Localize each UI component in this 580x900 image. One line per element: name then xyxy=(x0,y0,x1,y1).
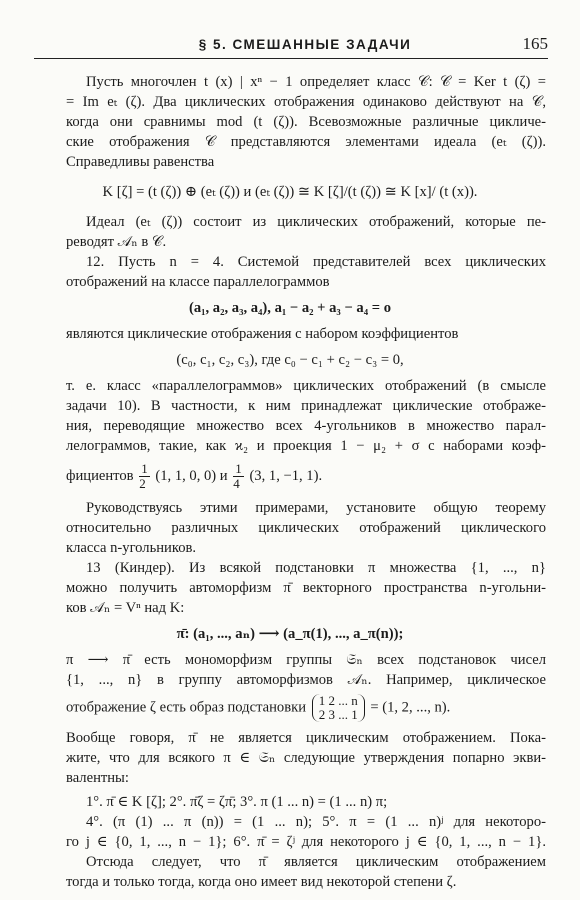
text-line: т. е. класс «параллелограммов» циклических отображений (в смысле xyxy=(66,378,546,394)
fraction-one-quarter xyxy=(233,462,244,491)
text-line: Руководствуясь этими примерами, установите общую теорему xyxy=(86,500,546,516)
running-header: § 5. СМЕШАННЫЕ ЗАДАЧИ xyxy=(198,37,412,52)
text-segment: (3, 1, −1, 1). xyxy=(249,467,323,484)
numerator: 1 xyxy=(235,461,242,476)
text-line: ков 𝒜ₙ = Vⁿ над K: xyxy=(66,600,185,616)
text-line: можно получить автоморфизм π̄ векторного пространства n-угольни- xyxy=(66,580,546,596)
denominator: 2 xyxy=(139,476,146,491)
display-formula: K [ζ] = (t (ζ)) ⊕ (eₜ (ζ)) и (eₜ (ζ)) ≅ K [ζ]/(t (ζ)) ≅ K [x]/ (t (x)). xyxy=(102,184,478,200)
denominator: 4 xyxy=(233,476,240,491)
matrix-row: 2 3 ... 1 xyxy=(318,707,358,722)
text-line: ские отображения 𝒞 представляются элементами идеала (eₜ (ζ)). xyxy=(66,134,546,150)
statement-line: го j ∈ {0, 1, ..., n − 1}; 6°. π̄ = ζʲ для некоторого j ∈ {0, 1, ..., n − 1}. xyxy=(66,834,546,850)
text-line: отображений на классе параллелограммов xyxy=(66,274,330,290)
fraction-one-half xyxy=(139,462,150,491)
problem-13-start: 13 (Киндер). Из всякой подстановки π множества {1, ..., n} xyxy=(86,560,546,576)
text-line: валентны: xyxy=(66,770,129,786)
text-line: относительно различных циклических отображений циклического xyxy=(66,520,546,536)
text-segment: = (1, 2, ..., n). xyxy=(370,699,451,716)
text-line: реводят 𝒜ₙ в 𝒞. xyxy=(66,234,167,250)
text-line: Отсюда следует, что π̄ является циклическим отображением xyxy=(86,854,546,870)
text-line: Идеал (eₜ (ζ)) состоит из циклических отображений, которые пе- xyxy=(86,214,546,230)
text-line: класса n-угольников. xyxy=(66,540,197,556)
text-line: = Im eₜ (ζ). Два циклических отображения одинаково действуют на 𝒞, xyxy=(66,94,546,110)
text-line: задачи 10). В частности, к ним принадлежат циклические отображе- xyxy=(66,398,546,414)
display-formula: (c₀, c₁, c₂, c₃), где c₀ − c₁ + c₂ − c₃ = 0, xyxy=(176,352,404,368)
text-line: Пусть многочлен t (x) | xⁿ − 1 определяет класс 𝒞: 𝒞 = Ker t (ζ) = xyxy=(86,74,546,90)
display-formula: (a₁, a₂, a₃, a₄), a₁ − a₂ + a₃ − a₄ = o xyxy=(188,300,392,316)
text-segment: (1, 1, 0, 0) и xyxy=(155,467,228,484)
matrix-row: 1 2 ... n xyxy=(318,693,358,708)
problem-12-start: 12. Пусть n = 4. Системой представителей всех циклических xyxy=(86,254,546,270)
text-line: Вообще говоря, π̄ не является циклическим отображением. Пока- xyxy=(66,730,546,746)
text-line: когда они сравнимы mod (t (ζ)). Всевозможные различные цикличе- xyxy=(66,114,546,130)
text-line: жите, что для всякого π ∈ 𝔖ₙ следующие утверждения попарно экви- xyxy=(66,750,546,766)
statement-line: 1°. π̄ ∈ K [ζ]; 2°. π̄ζ = ζπ̄; 3°. π (1 ... n) = (1 ... n) π; xyxy=(86,794,388,810)
display-formula: π̄: (a₁, ..., aₙ) ⟶ (a_π(1), ..., a_π(n)); xyxy=(176,626,404,642)
permutation-matrix xyxy=(312,694,365,722)
text-line: π ⟶ π̄ есть мономорфизм группы 𝔖ₙ всех подстановок чисел xyxy=(66,652,546,668)
text-line: ния, переводящие множество всех 4-угольников в множество парал- xyxy=(66,418,546,434)
matrix-line xyxy=(66,694,546,722)
text-line: тогда и только тогда, когда оно имеет вид некоторой степени ζ. xyxy=(66,874,457,890)
text-line: Справедливы равенства xyxy=(66,154,215,170)
fraction-line xyxy=(66,462,546,491)
text-line: являются циклические отображения с набором коэффициентов xyxy=(66,326,459,342)
text-segment: отображение ζ есть образ подстановки xyxy=(66,699,307,716)
text-line: лелограммов, такие, как ϰ₂ и проекция 1 − μ₂ + σ с наборами коэф- xyxy=(66,438,546,454)
statement-line: 4°. (π (1) ... π (n)) = (1 ... n); 5°. π = (1 ... n)ʲ для некоторо- xyxy=(86,814,546,830)
text-segment: фициентов xyxy=(66,467,134,484)
numerator: 1 xyxy=(141,461,148,476)
text-line: {1, ..., n} в группу автоморфизмов 𝒜ₙ. Например, циклическое xyxy=(66,672,546,688)
page-number: 165 xyxy=(522,34,548,53)
header-rule xyxy=(34,58,548,59)
